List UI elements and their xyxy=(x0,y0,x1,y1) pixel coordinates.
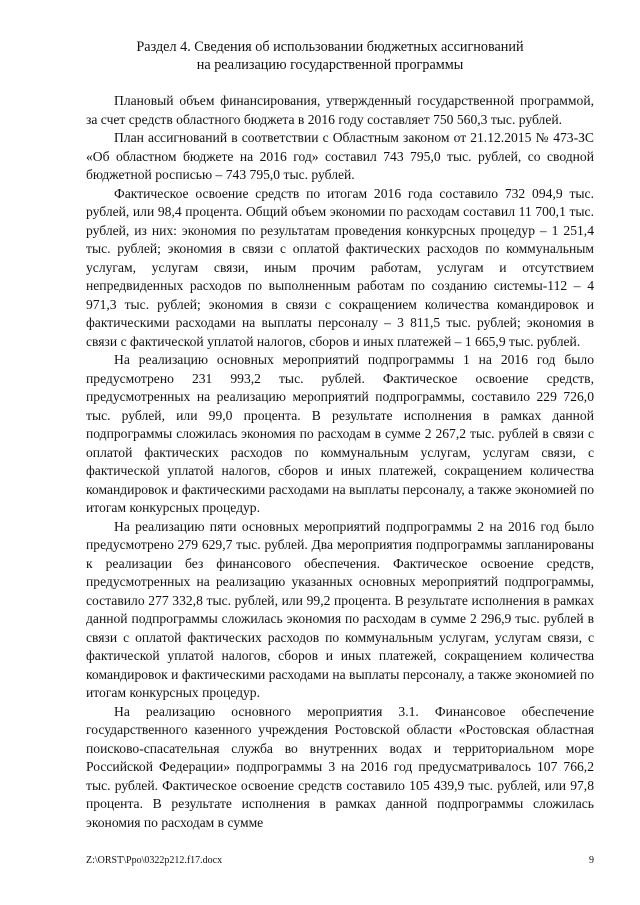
paragraph-actual-spending: Фактическое освоение средств по итогам 2016 года составило 732 094,9 тыс. рублей, или 98,4 процента. Общий объем экономии по расходам составил 11 700,1 тыс. рублей, из них: экономия по результатам проведения конкурсных процедур – 1 251,4 тыс. рублей; экономия в связи с оплатой фактических расходов по коммунальным услугам, услугам связи, иным прочим работам, услугам и отсутствием непредвиденных расходов по выполненным работам по созданию системы-112 – 4 971,3 тыс. рублей; экономия в связи с сокращением количества командировок и фактическими расходами на выплаты персоналу – 3 811,5 тыс. рублей; экономия в связи с фактической уплатой налогов, сборов и иных платежей – 1 665,9 тыс. рублей. xyxy=(86,185,594,349)
section-title-line-1: Раздел 4. Сведения об использовании бюджетных ассигнований xyxy=(136,39,524,55)
paragraph-subprogram-3: На реализацию основного мероприятия 3.1. Финансовое обеспечение государственного казенного учреждения Ростовской области «Ростовская областная поисково-спасательная служба во внутренних водах и территориальном море Российской Федерации» подпрограммы 3 на 2016 год предусматривалось 107 766,2 тыс. рублей. Фактическое освоение средств составило 105 439,9 тыс. рублей, или 97,8 процента. В результате исполнения в рамках данной подпрограммы сложилась экономия по расходам в сумме xyxy=(86,703,594,830)
paragraph-subprogram-1: На реализацию основных мероприятий подпрограммы 1 на 2016 год было предусмотрено 231 993,2 тыс. рублей. Фактическое освоение средств, предусмотренных на реализацию мероприятий подпрограммы, составило 229 726,0 тыс. рублей, или 99,0 процента. В результате исполнения в рамках данной подпрограммы сложилась экономия по расходам в сумме 2 267,2 тыс. рублей в связи с оплатой фактических расходов по коммунальным услугам, услугам связи, с фактической уплатой налогов, сборов и иных платежей, сокращением количества командировок и фактическими расходами на выплаты персоналу, а также экономией по итогам конкурсных процедур. xyxy=(86,352,595,515)
document-body xyxy=(86,92,594,832)
page-number: 9 xyxy=(589,855,594,866)
section-title xyxy=(60,38,600,74)
paragraph-subprogram-2: На реализацию пяти основных мероприятий подпрограммы 2 на 2016 год было предусмотрено 279 629,7 тыс. рублей. Два мероприятия подпрограммы запланированы к реализации без финансового обеспечения. Фактическое освоение средств, предусмотренных на реализацию указанных основных мероприятий подпрограммы, составило 277 332,8 тыс. рублей, или 99,2 процента. В результате исполнения в рамках данной подпрограммы сложилась экономия по расходам в сумме 2 296,9 тыс. рублей в связи с оплатой фактических расходов по коммунальным услугам, услугам связи, с фактической уплатой налогов, сборов и иных платежей, сокращением количества командировок и фактическими расходами на выплаты персоналу, а также экономией по итогам конкурсных процедур. xyxy=(86,518,595,700)
section-title-line-2: на реализацию государственной программы xyxy=(196,57,464,73)
paragraph-allocation-plan: План ассигнований в соответствии с Областным законом от 21.12.2015 № 473-ЗС «Об областном бюджете на 2016 год» составил 743 795,0 тыс. рублей, со сводной бюджетной росписью – 743 795,0 тыс. рублей. xyxy=(86,130,594,182)
footer-file-path: Z:\ORST\Ppo\0322p212.f17.docx xyxy=(86,855,223,866)
paragraph-planned-financing: Плановый объем финансирования, утвержденный государственной программой, за счет средств областного бюджета в 2016 году составляет 750 560,3 тыс. рублей. xyxy=(86,93,594,127)
